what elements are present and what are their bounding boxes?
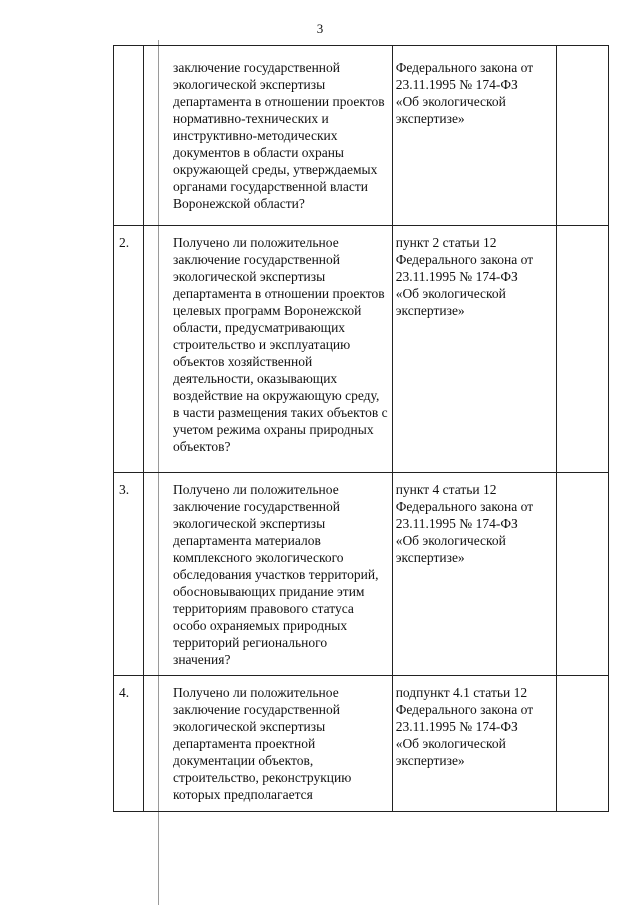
table-row	[114, 473, 609, 676]
legal-reference-line: 23.11.1995 № 174-ФЗ	[395, 77, 518, 92]
legal-reference-line: «Об экологической	[395, 286, 506, 301]
question-cell	[144, 473, 393, 676]
legal-reference-line: 23.11.1995 № 174-ФЗ	[395, 269, 518, 284]
question-line: инструктивно-методических	[173, 128, 338, 143]
page-number: 3	[316, 21, 324, 36]
question-line: экологической экспертизы	[173, 269, 326, 284]
checklist-table-body	[114, 46, 609, 812]
question-line: заключение государственной	[173, 499, 341, 514]
question-line: Получено ли положительное	[173, 685, 339, 700]
legal-reference-cell	[392, 46, 556, 226]
question-line: территориям правового статуса	[173, 601, 354, 616]
question-line: объектов хозяйственной	[173, 354, 313, 369]
legal-reference-line: пункт 4 статьи 12	[395, 482, 497, 497]
legal-reference-line: подпункт 4.1 статьи 12	[395, 685, 528, 700]
question-line: обосновывающих придание этим	[173, 584, 365, 599]
legal-reference-line: «Об экологической	[395, 736, 506, 751]
legal-reference-line: экспертизе»	[395, 111, 465, 126]
question-line: воздействие на окружающую среду,	[173, 388, 380, 403]
row-number: 3.	[119, 482, 130, 497]
question-cell	[144, 676, 393, 812]
legal-reference-line: экспертизе»	[395, 753, 465, 768]
legal-reference-cell	[392, 473, 556, 676]
legal-reference-line: «Об экологической	[395, 533, 506, 548]
table-row	[114, 676, 609, 812]
answer-cell	[556, 676, 608, 812]
answer-cell	[556, 46, 608, 226]
question-line: заключение государственной	[173, 252, 341, 267]
legal-reference-line: Федерального закона от	[395, 499, 534, 514]
question-line: строительство и эксплуатацию	[173, 337, 351, 352]
legal-reference-cell	[392, 676, 556, 812]
question-line: департамента в отношении проектов	[173, 286, 385, 301]
question-line: целевых программ Воронежской	[173, 303, 362, 318]
question-line: окружающей среды, утверждаемых	[173, 162, 378, 177]
legal-reference-line: экспертизе»	[395, 303, 465, 318]
question-line: заключение государственной	[173, 702, 341, 717]
question-line: департамента проектной	[173, 736, 316, 751]
question-line: учетом режима охраны природных	[173, 422, 374, 437]
legal-reference-line: пункт 2 статьи 12	[395, 235, 497, 250]
row-number-cell	[114, 676, 144, 812]
legal-reference-line: 23.11.1995 № 174-ФЗ	[395, 516, 518, 531]
legal-reference-line: «Об экологической	[395, 94, 506, 109]
question-line: области, предусматривающих	[173, 320, 346, 335]
question-cell	[144, 46, 393, 226]
question-cell	[144, 226, 393, 473]
row-number: 2.	[119, 235, 130, 250]
question-line: которых предполагается	[173, 787, 313, 802]
checklist-table	[113, 45, 609, 812]
answer-cell	[556, 473, 608, 676]
table-row	[114, 226, 609, 473]
question-line: заключение государственной	[173, 60, 341, 75]
question-line: документов в области охраны	[173, 145, 344, 160]
answer-cell	[556, 226, 608, 473]
question-line: департамента в отношении проектов	[173, 94, 385, 109]
question-line: значения?	[173, 652, 231, 667]
question-line: нормативно-технических и	[173, 111, 329, 126]
legal-reference-line: Федерального закона от	[395, 252, 534, 267]
question-line: экологической экспертизы	[173, 719, 326, 734]
question-line: экологической экспертизы	[173, 77, 326, 92]
question-line: органами государственной власти	[173, 179, 369, 194]
table-row	[114, 46, 609, 226]
question-line: департамента материалов	[173, 533, 321, 548]
question-line: строительство, реконструкцию	[173, 770, 352, 785]
question-line: деятельности, оказывающих	[173, 371, 338, 386]
question-line: комплексного экологического	[173, 550, 344, 565]
question-line: экологической экспертизы	[173, 516, 326, 531]
question-line: Получено ли положительное	[173, 235, 339, 250]
row-number: 4.	[119, 685, 130, 700]
legal-reference-line: Федерального закона от	[395, 60, 534, 75]
question-line: Воронежской области?	[173, 196, 305, 211]
question-line: обследования участков территорий,	[173, 567, 379, 582]
legal-reference-line: Федерального закона от	[395, 702, 534, 717]
row-number-cell	[114, 226, 144, 473]
row-number-cell	[114, 473, 144, 676]
question-line: особо охраняемых природных	[173, 618, 348, 633]
legal-reference-line: экспертизе»	[395, 550, 465, 565]
row-number-cell	[114, 46, 144, 226]
question-line: объектов?	[173, 439, 231, 454]
legal-reference-cell	[392, 226, 556, 473]
question-line: документации объектов,	[173, 753, 314, 768]
question-line: в части размещения таких объектов с	[173, 405, 388, 420]
legal-reference-line: 23.11.1995 № 174-ФЗ	[395, 719, 518, 734]
question-line: территорий регионального	[173, 635, 328, 650]
question-line: Получено ли положительное	[173, 482, 339, 497]
